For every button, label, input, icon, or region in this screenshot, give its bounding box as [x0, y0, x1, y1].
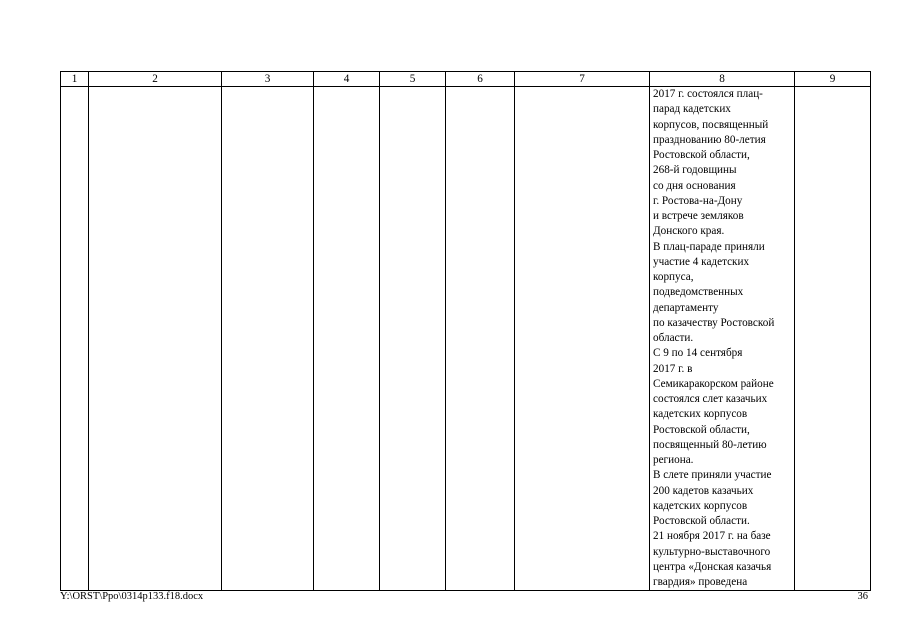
column-header-6: 6 — [446, 72, 515, 87]
text-line: 200 кадетов казачьих — [653, 484, 754, 497]
page-number: 36 — [857, 591, 868, 602]
column-header-2: 2 — [89, 72, 222, 87]
text-line: 268-й годовщины — [653, 164, 737, 177]
cell-col-8-text — [650, 87, 795, 591]
column-header-3: 3 — [222, 72, 314, 87]
column-header-5: 5 — [380, 72, 446, 87]
text-line: участие 4 кадетских — [653, 255, 750, 268]
text-line: парад кадетских — [653, 103, 731, 116]
text-line: празднованию 80-летия — [653, 133, 766, 146]
cell-col-2 — [89, 87, 222, 591]
column-header-4: 4 — [314, 72, 380, 87]
text-line: центра «Донская казачья — [653, 560, 772, 573]
table-row — [61, 87, 871, 591]
cell-col-4 — [314, 87, 380, 591]
text-line: Ростовской области, — [653, 149, 750, 161]
text-line: Семикаракорском районе — [653, 377, 774, 390]
cell-col-3 — [222, 87, 314, 591]
text-line: кадетских корпусов — [653, 499, 748, 512]
cell-col-7 — [515, 87, 650, 591]
text-line: корпусов, посвященный — [653, 118, 769, 131]
text-line: 2017 г. состоялся плац- — [653, 88, 763, 100]
footer-file-path: Y:\ORST\Ppo\0314p133.f18.docx — [60, 591, 204, 602]
data-table — [60, 71, 871, 591]
column-header-8: 8 — [650, 72, 795, 87]
text-line: Ростовской области. — [653, 515, 750, 527]
column-header-7: 7 — [515, 72, 650, 87]
text-line: С 9 по 14 сентября — [653, 347, 743, 360]
text-line: и встрече земляков — [653, 210, 744, 222]
text-line: кадетских корпусов — [653, 408, 748, 421]
text-line: г. Ростова-на-Дону — [653, 194, 743, 207]
text-line: 2017 г. в — [653, 362, 693, 375]
text-line: гвардия» проведена — [653, 576, 748, 588]
text-line: Ростовской области, — [653, 423, 750, 436]
cell-col-1 — [61, 87, 89, 591]
cell-col-6 — [446, 87, 515, 591]
header-row — [61, 72, 871, 87]
text-line: В плац-параде приняли — [653, 240, 765, 253]
text-line: культурно-выставочного — [653, 545, 771, 558]
text-line: 21 ноября 2017 г. на базе — [653, 530, 771, 543]
cell-col-5 — [380, 87, 446, 591]
text-line: посвященный 80-летию — [653, 438, 767, 451]
text-line: Донского края. — [653, 225, 725, 238]
text-line: со дня основания — [653, 179, 736, 192]
text-line: состоялся слет казачьих — [653, 393, 768, 405]
column-header-9: 9 — [795, 72, 871, 87]
text-line: подведомственных — [653, 286, 744, 299]
text-line: В слете приняли участие — [653, 469, 772, 482]
text-line: региона. — [653, 454, 694, 466]
cell-col-9 — [795, 87, 871, 591]
text-line: корпуса, — [653, 271, 694, 283]
text-line: по казачеству Ростовской — [653, 316, 775, 329]
text-line: области. — [653, 332, 694, 344]
column-header-1: 1 — [61, 72, 89, 87]
text-line: департаменту — [653, 301, 719, 314]
